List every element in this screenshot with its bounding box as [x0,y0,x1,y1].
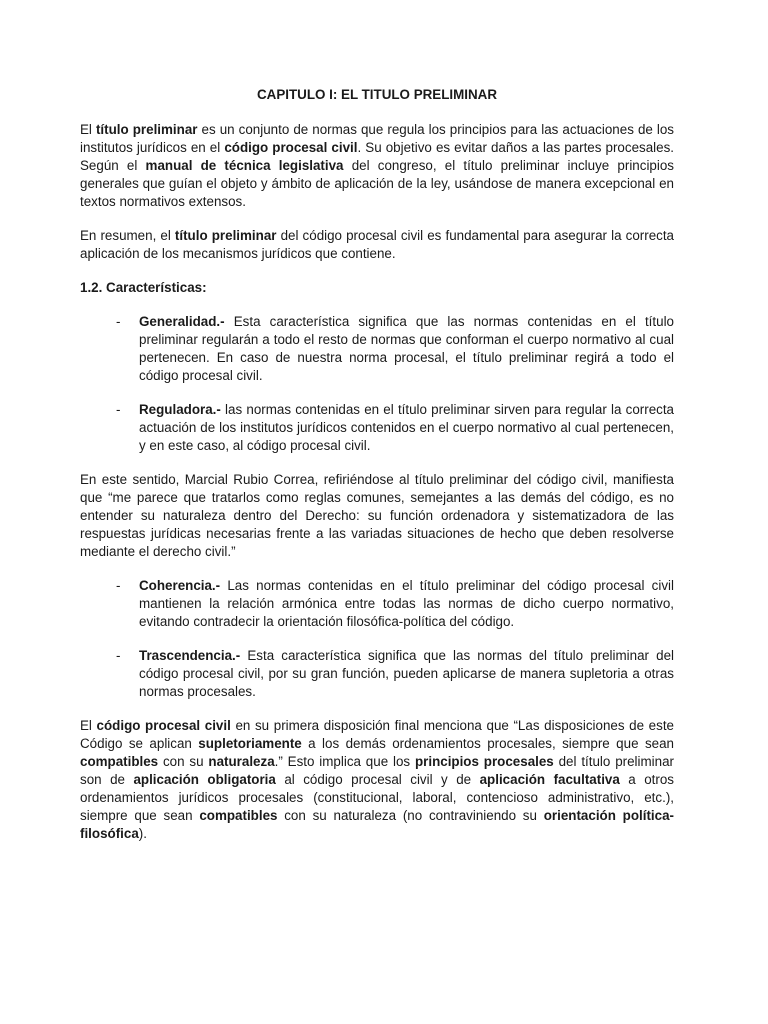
bold-run: principios procesales [414,754,554,769]
list-item-coherencia [80,577,674,631]
list-item-generalidad [80,313,674,385]
text-run: del congreso, el título preliminar incluye principios generales que guían el objeto y ámbito de aplicación de la ley, usándose de manera excepcional en textos normativos extensos. [80,158,674,209]
bullet-term: Generalidad.- [139,314,225,329]
list-item-reguladora [80,401,674,455]
text-run: es un conjunto de normas que regula los principios para las actuaciones de los institutos jurídicos en el [80,122,674,155]
text-run: El [80,122,96,137]
bullet-term: Reguladora.- [139,402,221,417]
text-run: El [80,718,97,733]
chapter-title: CAPITULO I: EL TITULO PRELIMINAR [256,87,498,102]
bold-run: compatibles [80,754,159,769]
quote-paragraph: En este sentido, Marcial Rubio Correa, refiriéndose al título preliminar del código civil, manifiesta que “me parece que tratarlos como reglas comunes, semejantes a las demás del código, es no entender su naturaleza dentro del Derecho: su función ordenadora y sistematizadora de las respuestas jurídicas necesarias frente a las variadas situaciones de hecho que deben resolverse mediante el derecho civil.” [80,472,674,559]
text-run: a los demás ordenamientos procesales, siempre que sean [301,736,674,751]
bullet-dash: - [116,402,121,417]
bullet-dash: - [116,648,121,663]
bullet-dash: - [116,578,121,593]
bullet-text: Esta característica significa que las normas contenidas en el título preliminar regularán a todo el resto de normas que conforman el cuerpo normativo al cual pertenecen. En caso de nuestra norma procesal, el título preliminar regirá a todo el código procesal civil. [139,314,674,383]
bullet-term: Coherencia.- [139,578,221,593]
text-run: del título preliminar son de [80,754,674,787]
text-run: ). [138,826,147,841]
text-run: . Su objetivo es evitar daños a las partes procesales. Según el [80,140,675,173]
text-run: con su [158,754,209,769]
bold-run: orientación política-filosófica [80,808,675,841]
bold-run: naturaleza [208,754,275,769]
text-run: con su naturaleza (no contraviniendo su [277,808,544,823]
text-run: en su primera disposición final menciona que “Las disposiciones de este Código se aplican [80,718,674,751]
bullet-term: Trascendencia.- [139,648,241,663]
summary-paragraph [80,227,674,263]
intro-paragraph [80,121,674,211]
bullet-text: las normas contenidas en el título preliminar sirven para regular la correcta actuación de los institutos jurídicos contenidos en el cuerpo normativo al cual pertenecen, y en este caso, al código procesal civil. [139,402,674,453]
text-run: al código procesal civil y de [275,772,480,787]
list-item-trascendencia [80,647,674,701]
bullet-text: Esta característica significa que las normas del título preliminar del código procesal civil, por su gran función, pueden aplicarse de manera supletoria a otras normas procesales. [139,648,674,699]
text-run: a otros ordenamientos jurídicos procesales (constitucional, laboral, contencioso administrativo, etc.), siempre que sean [80,772,674,823]
text-run: .” Esto implica que los [274,754,415,769]
bold-run: aplicación facultativa [479,772,620,787]
section-heading: 1.2. Características: [80,280,207,295]
bold-run: título preliminar [95,122,198,137]
bold-run: código procesal civil [96,718,231,733]
text-run: del código procesal civil es fundamental para asegurar la correcta aplicación de los mecanismos jurídicos que contiene. [80,228,675,261]
bold-run: supletoriamente [198,736,302,751]
bold-run: compatibles [199,808,278,823]
bold-run: código procesal civil [224,140,358,155]
bold-run: manual de técnica legislativa [145,158,344,173]
text-run: En resumen, el [80,228,175,243]
bold-run: título preliminar [174,228,277,243]
document-body [80,86,674,859]
bullet-dash: - [116,314,121,329]
final-paragraph [80,717,674,843]
bullet-text: Las normas contenidas en el título preliminar del código procesal civil mantienen la relación armónica entre todas las normas de dicho cuerpo normativo, evitando contradecir la orientación filosófica-política del código. [139,578,674,629]
bold-run: aplicación obligatoria [133,772,276,787]
